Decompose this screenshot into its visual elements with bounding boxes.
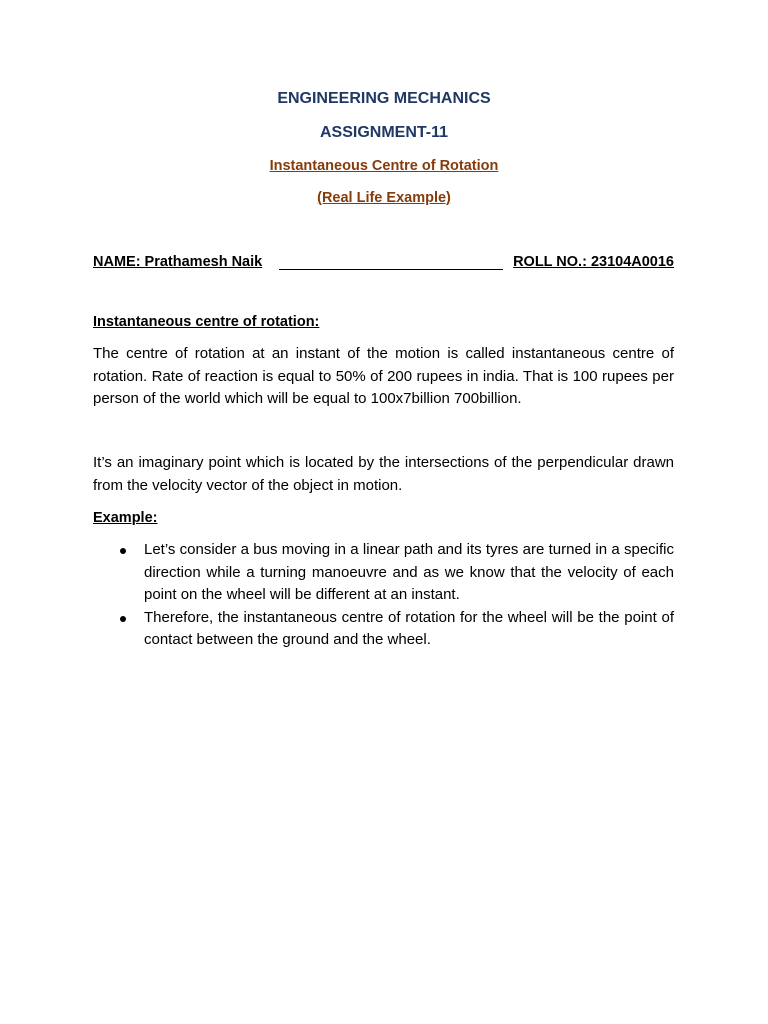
document-title: ENGINEERING MECHANICS xyxy=(277,90,491,107)
student-name: NAME: Prathamesh Naik xyxy=(93,254,263,270)
example-heading: Example: xyxy=(93,510,158,526)
roll-number: ROLL NO.: 23104A0016 xyxy=(513,254,674,270)
name-underline-blank xyxy=(279,269,503,270)
assignment-number: ASSIGNMENT-11 xyxy=(319,124,449,141)
example-list xyxy=(93,539,674,652)
bullet-icon xyxy=(120,616,126,622)
explanation-paragraph: It’s an imaginary point which is located by the intersections of the perpendicular drawn from the velocity vector of the object in motion. xyxy=(93,454,674,494)
list-item: Therefore, the instantaneous centre of rotation for the wheel will be the point of contact between the ground and the wheel. xyxy=(93,607,674,652)
section-heading: Instantaneous centre of rotation: xyxy=(93,314,320,330)
bullet-icon xyxy=(120,548,126,554)
definition-paragraph: The centre of rotation at an instant of the motion is called instantaneous centre of rotation. Rate of reaction is equal to 50% of 200 rupees in india. That is 100 rupees per person of the world which will be equal to 100x7billion 700billion. xyxy=(93,345,674,407)
student-info-row xyxy=(93,252,674,274)
topic-heading: Instantaneous Centre of Rotation xyxy=(269,158,499,174)
list-item: Let’s consider a bus moving in a linear path and its tyres are turned in a specific direction while a turning manoeuvre and as we know that the velocity of each point on the wheel will be different at an instant. xyxy=(93,539,674,607)
subtopic-heading: (Real Life Example) xyxy=(317,190,451,206)
